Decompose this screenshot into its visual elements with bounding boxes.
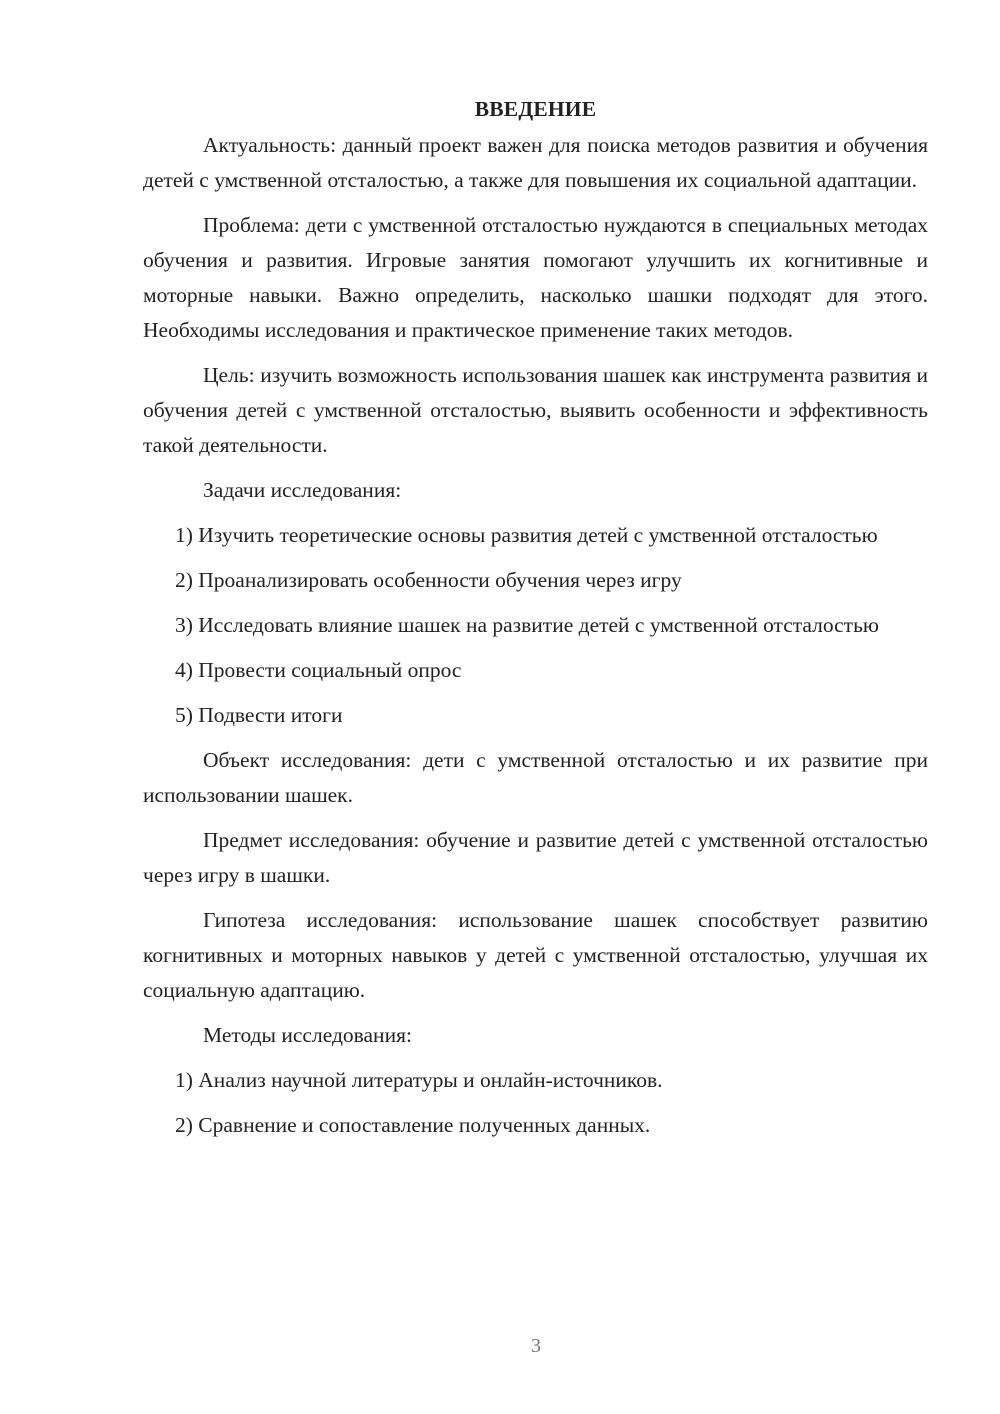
page-number: 3 <box>531 1335 541 1357</box>
relevance-paragraph: Актуальность: данный проект важен для поиска методов развития и обучения детей с умственной отсталостью, а также для повышения их социальной адаптации. <box>143 133 928 192</box>
document-page <box>143 92 928 1153</box>
methods-heading: Методы исследования: <box>203 1023 412 1047</box>
method-item: 2) Сравнение и сопоставление полученных данных. <box>175 1113 651 1137</box>
method-item: 1) Анализ научной литературы и онлайн-источников. <box>175 1068 663 1092</box>
tasks-heading: Задачи исследования: <box>203 478 402 502</box>
page-title: ВВЕДЕНИЕ <box>474 97 597 121</box>
goal-paragraph: Цель: изучить возможность использования шашек как инструмента развития и обучения детей с умственной отсталостью, выявить особенности и эффективность такой деятельности. <box>143 363 928 457</box>
problem-paragraph: Проблема: дети с умственной отсталостью нуждаются в специальных методах обучения и развития. Игровые занятия помогают улучшить их когнитивные и моторные навыки. Важно определить, насколько шашки подходят для этого. Необходимы исследования и практическое применение таких методов. <box>143 213 928 342</box>
tasks-list <box>143 518 928 733</box>
task-item: 3) Исследовать влияние шашек на развитие детей с умственной отсталостью <box>175 613 879 637</box>
task-item: 1) Изучить теоретические основы развития детей с умственной отсталостью <box>175 523 878 547</box>
task-item: 4) Провести социальный опрос <box>175 658 462 682</box>
object-paragraph: Объект исследования: дети с умственной отсталостью и их развитие при использовании шашек. <box>143 748 928 807</box>
subject-paragraph: Предмет исследования: обучение и развитие детей с умственной отсталостью через игру в шашки. <box>143 828 928 887</box>
hypothesis-paragraph: Гипотеза исследования: использование шашек способствует развитию когнитивных и моторных навыков у детей с умственной отсталостью, улучшая их социальную адаптацию. <box>143 908 928 1002</box>
task-item: 5) Подвести итоги <box>175 703 343 727</box>
task-item: 2) Проанализировать особенности обучения через игру <box>175 568 682 592</box>
methods-list <box>143 1063 928 1143</box>
